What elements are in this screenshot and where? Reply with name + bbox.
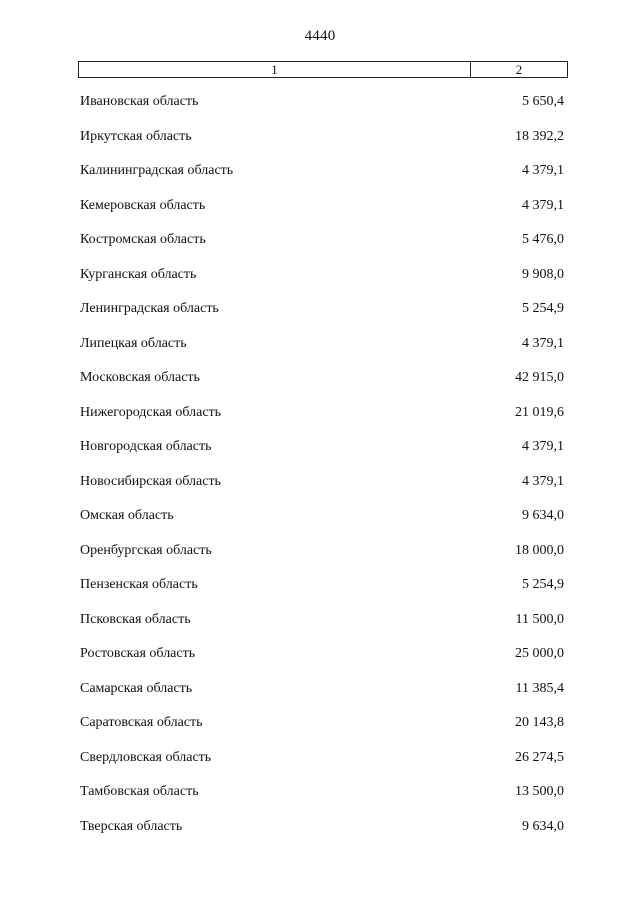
region-name: Пензенская область bbox=[80, 577, 198, 592]
region-name: Калининградская область bbox=[80, 163, 234, 178]
table-row bbox=[0, 782, 640, 817]
region-value: 18 392,2 bbox=[515, 128, 564, 144]
region-value: 20 143,8 bbox=[515, 715, 564, 730]
region-name: Тамбовская область bbox=[80, 784, 199, 799]
region-value: 25 000,0 bbox=[515, 646, 564, 661]
region-value: 4 379,1 bbox=[522, 163, 564, 178]
column-header-row bbox=[78, 61, 568, 78]
table-row bbox=[0, 334, 640, 369]
region-value: 18 000,0 bbox=[515, 542, 564, 558]
region-table bbox=[0, 92, 640, 851]
region-name: Новгородская область bbox=[80, 439, 212, 454]
region-name: Ленинградская область bbox=[80, 301, 219, 316]
table-row bbox=[0, 610, 640, 645]
region-value: 5 254,9 bbox=[522, 577, 564, 592]
region-value: 42 915,0 bbox=[515, 370, 564, 385]
table-row bbox=[0, 575, 640, 610]
table-row bbox=[0, 368, 640, 403]
region-name: Свердловская область bbox=[80, 749, 212, 765]
table-row bbox=[0, 92, 640, 127]
table-row bbox=[0, 230, 640, 265]
region-name: Курганская область bbox=[80, 266, 197, 282]
table-row bbox=[0, 713, 640, 748]
table-row bbox=[0, 196, 640, 231]
region-value: 11 500,0 bbox=[515, 611, 564, 627]
table-row bbox=[0, 506, 640, 541]
region-name: Ивановская область bbox=[80, 94, 199, 109]
region-value: 11 385,4 bbox=[515, 680, 564, 696]
region-name: Псковская область bbox=[80, 611, 191, 627]
table-row bbox=[0, 817, 640, 852]
region-name: Костромская область bbox=[80, 232, 206, 247]
region-name: Саратовская область bbox=[80, 715, 203, 730]
region-value: 9 634,0 bbox=[522, 508, 564, 523]
column-header-2: 2 bbox=[515, 62, 523, 77]
column-header-1: 1 bbox=[79, 62, 471, 77]
region-name: Кемеровская область bbox=[80, 197, 206, 213]
region-value: 21 019,6 bbox=[515, 404, 564, 420]
table-row bbox=[0, 437, 640, 472]
page-number: 4440 bbox=[304, 28, 336, 44]
region-name: Самарская область bbox=[80, 680, 193, 696]
table-row bbox=[0, 127, 640, 162]
table-row bbox=[0, 161, 640, 196]
table-row bbox=[0, 679, 640, 714]
region-value: 13 500,0 bbox=[515, 784, 564, 799]
region-value: 4 379,1 bbox=[522, 439, 564, 454]
region-name: Нижегородская область bbox=[80, 404, 222, 420]
region-value: 5 254,9 bbox=[522, 301, 564, 316]
region-name: Московская область bbox=[80, 370, 200, 385]
region-name: Омская область bbox=[80, 508, 174, 523]
region-value: 9 908,0 bbox=[522, 266, 564, 282]
region-value: 4 379,1 bbox=[522, 197, 564, 213]
region-name: Новосибирская область bbox=[80, 473, 221, 489]
region-name: Иркутская область bbox=[80, 128, 192, 144]
table-row bbox=[0, 299, 640, 334]
region-name: Липецкая область bbox=[80, 335, 187, 351]
region-value: 9 634,0 bbox=[522, 818, 564, 834]
table-row bbox=[0, 644, 640, 679]
region-value: 5 476,0 bbox=[522, 232, 564, 247]
region-name: Ростовская область bbox=[80, 646, 196, 661]
table-row bbox=[0, 403, 640, 438]
table-row bbox=[0, 472, 640, 507]
table-row bbox=[0, 265, 640, 300]
table-row bbox=[0, 748, 640, 783]
region-value: 5 650,4 bbox=[522, 94, 564, 109]
region-value: 4 379,1 bbox=[522, 473, 564, 489]
table-row bbox=[0, 541, 640, 576]
region-value: 26 274,5 bbox=[515, 749, 564, 765]
region-name: Оренбургская область bbox=[80, 542, 212, 558]
region-value: 4 379,1 bbox=[522, 335, 564, 351]
region-name: Тверская область bbox=[80, 818, 183, 834]
